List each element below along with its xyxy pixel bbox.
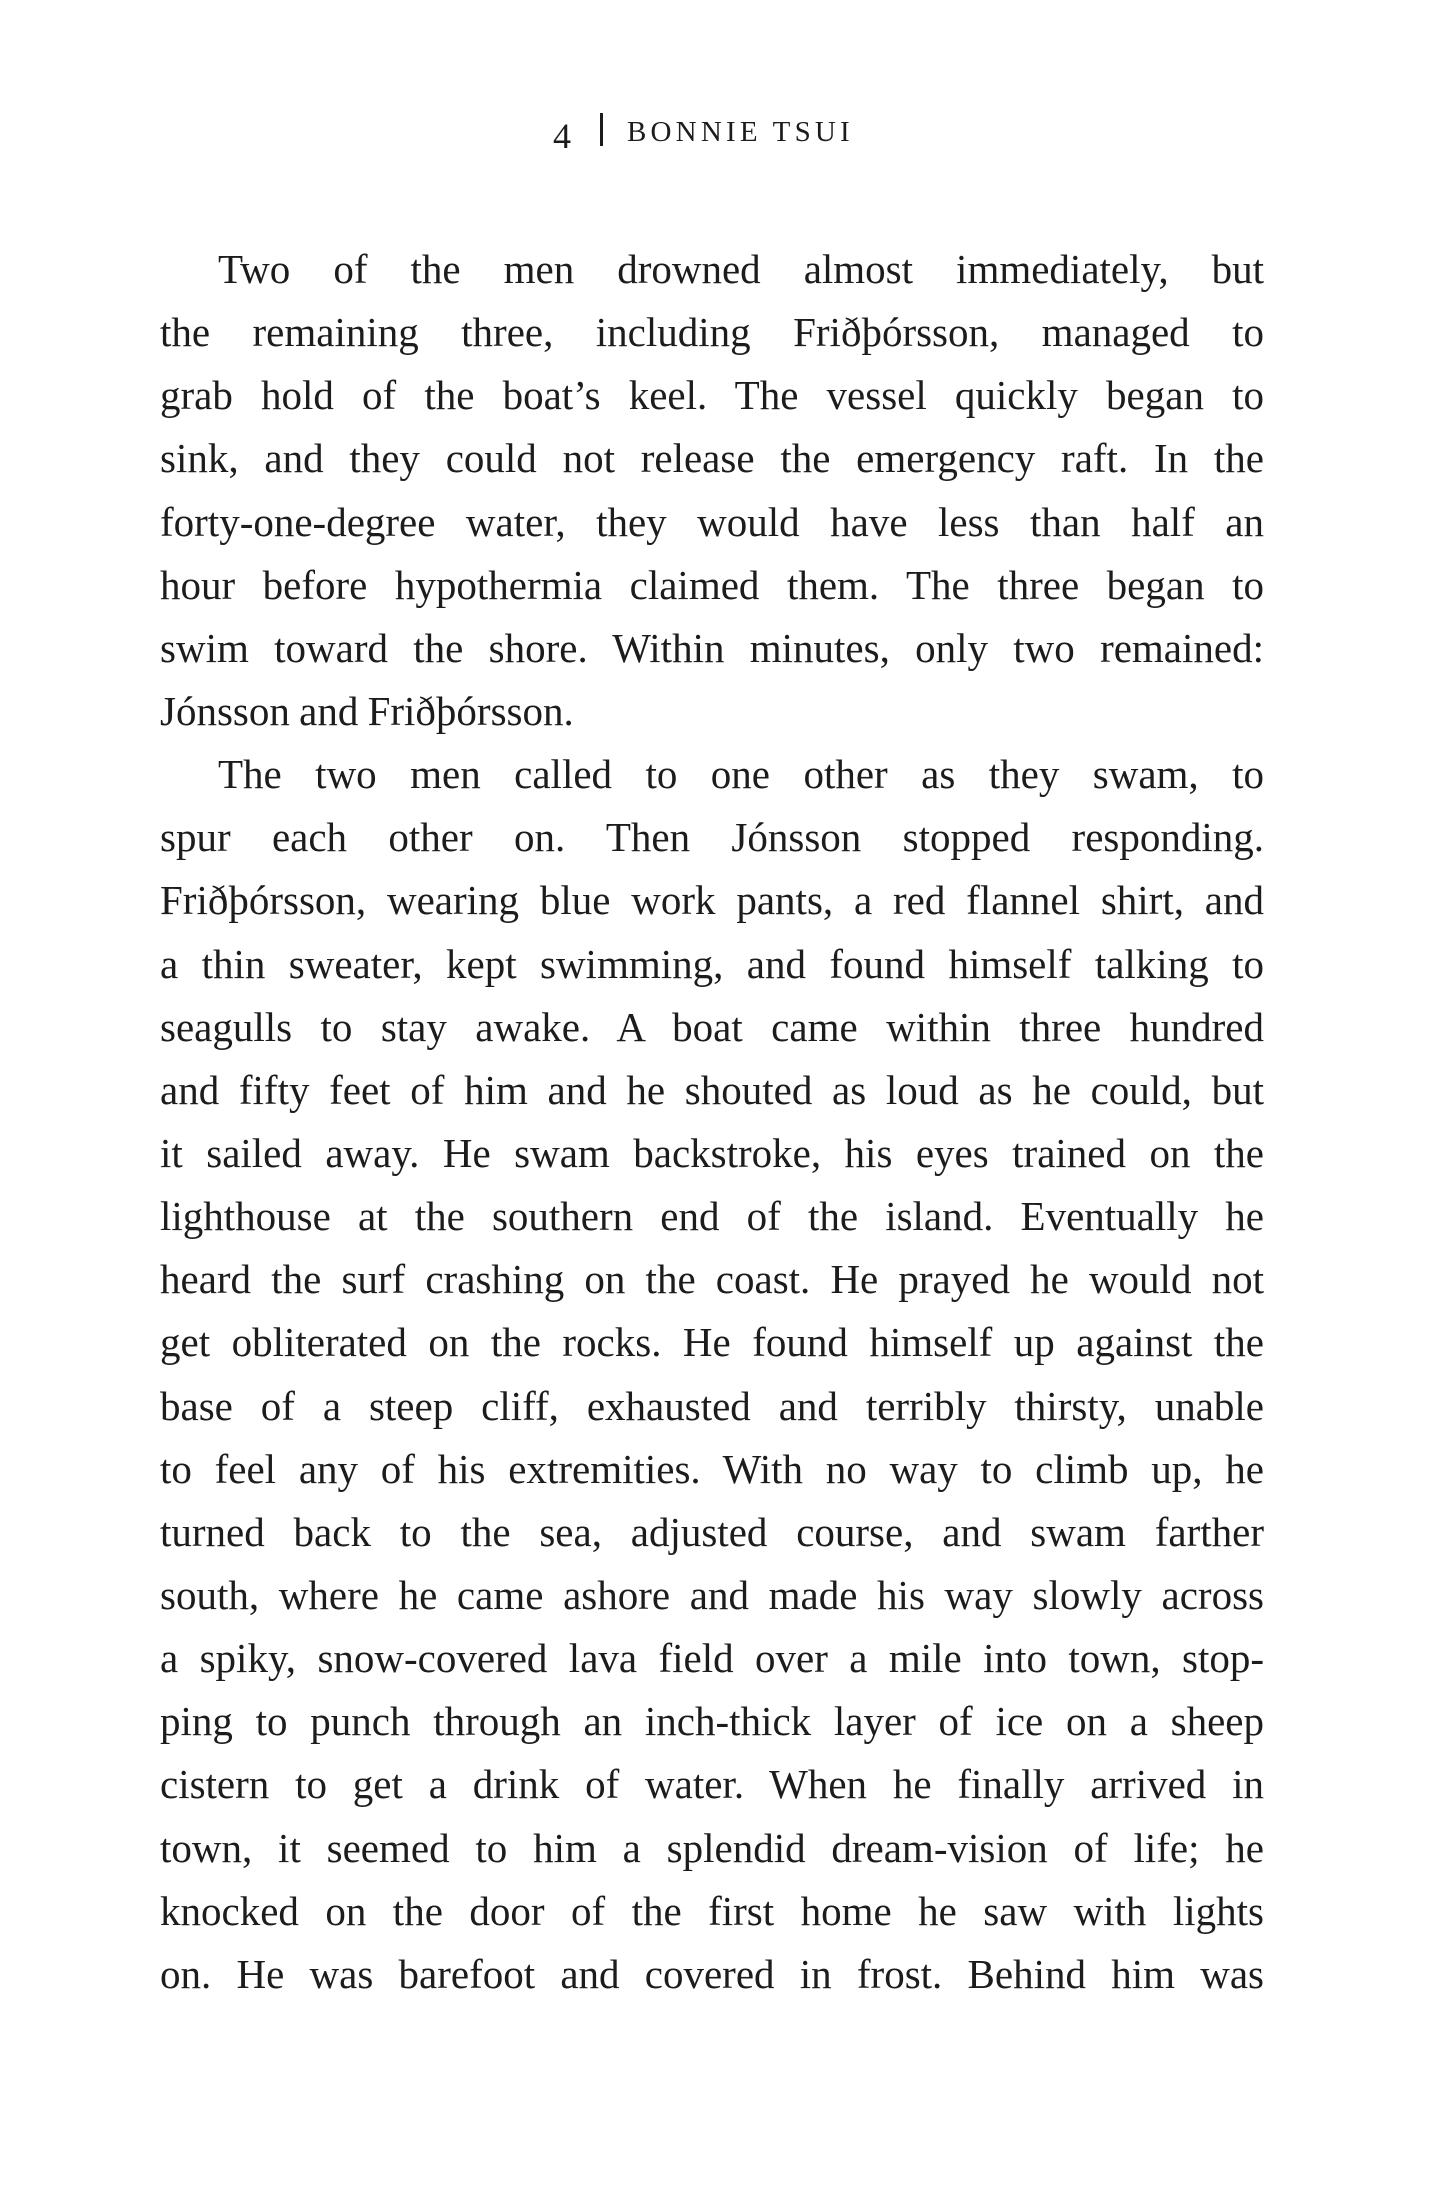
paragraph-2 <box>160 743 1264 2006</box>
text-line: grab hold of the boat’s keel. The vessel quickly began to <box>160 372 1264 419</box>
text-line: lighthouse at the southern end of the island. Eventually he <box>160 1193 1264 1240</box>
text-line: on. He was barefoot and covered in frost. Behind him was <box>160 1950 1264 1997</box>
text-line: the remaining three, including Friðþórsson, managed to <box>160 309 1264 356</box>
text-line: The two men called to one other as they swam, to <box>218 751 1264 798</box>
text-line: forty-one-degree water, they would have less than half an <box>160 498 1264 545</box>
text-line: sink, and they could not release the emergency raft. In the <box>160 435 1264 482</box>
text-line: swim toward the shore. Within minutes, only two remained: <box>160 624 1264 671</box>
text-line: Friðþórsson, wearing blue work pants, a red flannel shirt, and <box>160 877 1264 924</box>
text-line: town, it seemed to him a splendid dream-vision of life; he <box>160 1824 1264 1871</box>
text-line: Two of the men drowned almost immediately, but <box>218 246 1264 292</box>
text-line: Jónsson and Friðþórsson. <box>160 687 574 734</box>
text-line: hour before hypothermia claimed them. The three began to <box>160 561 1264 608</box>
text-line: base of a steep cliff, exhausted and terribly thirsty, unable <box>160 1382 1264 1429</box>
text-line: cistern to get a drink of water. When he finally arrived in <box>160 1761 1264 1808</box>
header-divider <box>600 113 603 146</box>
text-line: heard the surf crashing on the coast. He prayed he would not <box>160 1256 1264 1303</box>
text-line: to feel any of his extremities. With no way to climb up, he <box>160 1445 1264 1492</box>
text-line: and fifty feet of him and he shouted as loud as he could, but <box>160 1066 1264 1113</box>
page-number: 4 <box>553 116 571 156</box>
text-line: south, where he came ashore and made his way slowly across <box>160 1571 1264 1618</box>
text-line: it sailed away. He swam backstroke, his eyes trained on the <box>160 1129 1264 1176</box>
text-line: a spiky, snow-covered lava field over a mile into town, stop- <box>160 1635 1264 1682</box>
body-text <box>160 238 1264 2006</box>
text-line: seagulls to stay awake. A boat came within three hundred <box>160 1003 1264 1050</box>
author-name: BONNIE TSUI <box>627 116 854 148</box>
text-line: ping to punch through an inch-thick layer of ice on a sheep <box>160 1698 1264 1745</box>
text-line: a thin sweater, kept swimming, and found himself talking to <box>160 940 1264 987</box>
text-line: spur each other on. Then Jónsson stopped responding. <box>160 814 1264 861</box>
text-line: knocked on the door of the first home he saw with lights <box>160 1887 1264 1934</box>
paragraph-1 <box>160 238 1264 743</box>
text-line: turned back to the sea, adjusted course, and swam farther <box>160 1508 1264 1555</box>
running-head <box>0 112 1445 156</box>
text-line: get obliterated on the rocks. He found himself up against the <box>160 1319 1264 1366</box>
